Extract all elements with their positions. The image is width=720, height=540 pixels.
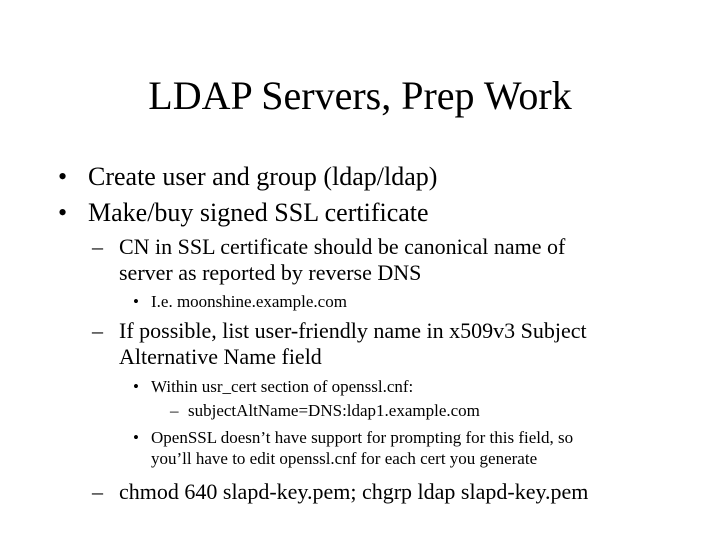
bullet-text-line: you’ll have to edit openssl.cnf for each cert you generate	[151, 449, 538, 468]
bullet-text-line: Create user and group (ldap/ldap)	[88, 162, 438, 191]
bullet-marker: •	[133, 428, 139, 447]
sub-sub-bullet-usr-cert-section	[133, 376, 414, 397]
bullet-marker: •	[133, 377, 139, 396]
bullet-marker: •	[58, 162, 68, 191]
sub-bullet-chmod-chgrp	[92, 479, 589, 505]
dash-marker: –	[92, 234, 103, 259]
bullet-text-line: If possible, list user-friendly name in x509v3 Subject	[119, 318, 587, 343]
sub-bullet-subject-alt-name	[92, 318, 587, 370]
bullet-text-line: OpenSSL doesn’t have support for prompting for this field, so	[151, 428, 574, 447]
bullet-text-line: subjectAltName=DNS:ldap1.example.com	[188, 401, 480, 420]
dash-marker: –	[92, 318, 103, 343]
sub-sub-sub-bullet-alt-name-value	[170, 400, 480, 421]
dash-marker: –	[170, 401, 179, 420]
bullet-text-line: chmod 640 slapd-key.pem; chgrp ldap slapd-key.pem	[119, 479, 589, 504]
dash-marker: –	[92, 479, 103, 504]
bullet-text-line: CN in SSL certificate should be canonical name of	[119, 234, 566, 259]
slide-title: LDAP Servers, Prep Work	[148, 73, 572, 118]
bullet-text-line: server as reported by reverse DNS	[119, 260, 422, 285]
sub-bullet-cn-canonical-name	[92, 234, 566, 286]
sub-sub-bullet-example-hostname	[133, 291, 347, 312]
bullet-marker: •	[58, 198, 68, 227]
bullet-text-line: Within usr_cert section of openssl.cnf:	[151, 377, 414, 396]
bullet-text-line: Make/buy signed SSL certificate	[88, 198, 429, 227]
bullet-text-line: I.e. moonshine.example.com	[151, 292, 347, 311]
bullet-marker: •	[133, 292, 139, 311]
bullet-text-line: Alternative Name field	[119, 344, 322, 369]
bullet-create-user-group	[58, 162, 438, 192]
bullet-ssl-certificate	[58, 198, 429, 228]
sub-sub-bullet-openssl-no-prompt	[133, 427, 574, 469]
